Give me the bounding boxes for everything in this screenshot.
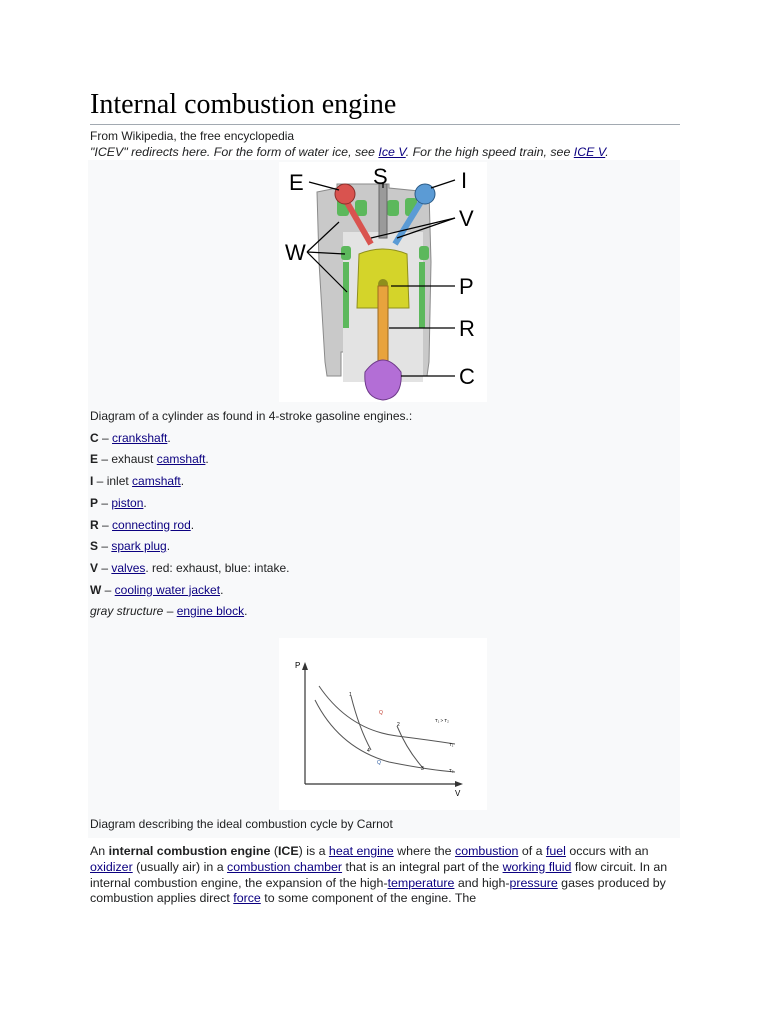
para-text: (usually air) in a	[132, 859, 228, 874]
caption-item-link[interactable]: camshaft	[132, 474, 181, 489]
crankshaft-shape	[365, 360, 401, 400]
connecting-rod-shape	[378, 286, 388, 370]
caption-item-post: .	[166, 539, 171, 554]
caption-item-sep: –	[101, 582, 115, 597]
caption-item-key: C	[90, 430, 99, 445]
point-label-4: 4	[367, 748, 370, 755]
caption-item-sep: –	[98, 452, 112, 467]
carnot-diagram-image	[279, 638, 487, 810]
figure2-caption: Diagram describing the ideal combustion cycle by Carnot	[90, 817, 393, 832]
hatnote-text: .	[605, 145, 609, 159]
lead-paragraph	[90, 844, 678, 907]
hatnote-text: "ICEV" redirects here. For the form of water ice, see	[90, 145, 379, 159]
axis-label-p: P	[295, 661, 301, 671]
caption-post: .	[244, 604, 248, 619]
point-label-3: 3	[421, 766, 424, 773]
link-force[interactable]: force	[233, 891, 261, 906]
caption-item	[90, 428, 680, 450]
label-i: I	[461, 168, 468, 193]
spark-plug-shape	[379, 184, 387, 238]
link-temperature[interactable]: temperature	[387, 875, 455, 890]
para-text: to some component of the engine. The	[260, 891, 477, 906]
water-jacket-shape	[419, 246, 429, 260]
caption-item-link[interactable]: crankshaft	[112, 430, 168, 445]
curve-label-t2: T₂	[449, 768, 454, 774]
water-jacket-shape	[343, 262, 349, 328]
caption-item-key: R	[90, 517, 99, 532]
caption-item-link[interactable]: cooling water jacket	[114, 582, 221, 597]
intake-camshaft-shape	[415, 184, 435, 204]
caption-item	[90, 471, 680, 493]
caption-item-sep: –	[98, 430, 113, 445]
caption-item-post: .	[220, 582, 224, 597]
para-text: (	[270, 844, 278, 859]
link-pressure[interactable]: pressure	[509, 875, 558, 890]
label-w: W	[285, 240, 306, 265]
caption-item-link[interactable]: piston	[111, 495, 144, 510]
article	[90, 88, 680, 907]
caption-item-key: P	[90, 495, 99, 510]
link-ice-v-train[interactable]: ICE V	[573, 145, 606, 159]
caption-item-pre: exhaust	[111, 452, 157, 467]
hatnote	[90, 144, 680, 160]
link-combustion-chamber[interactable]: combustion chamber	[227, 859, 343, 874]
caption-line-gray	[90, 601, 680, 623]
heat-out-label: Q	[377, 760, 381, 767]
label-r: R	[459, 316, 475, 341]
para-text: where the	[393, 844, 456, 859]
para-text: gases produced by combustion applies direct	[90, 875, 666, 906]
adiabat-1	[351, 696, 371, 750]
v-axis-arrow	[455, 781, 463, 787]
caption-item	[90, 515, 680, 537]
caption-item-link[interactable]: spark plug	[111, 539, 167, 554]
caption-sep: –	[163, 604, 177, 619]
caption-item-sep: –	[98, 517, 113, 532]
adiabat-2	[397, 726, 423, 768]
caption-item	[90, 493, 680, 515]
para-text: of a	[518, 844, 546, 859]
cylinder-diagram[interactable]	[279, 162, 487, 402]
label-c: C	[459, 364, 475, 389]
caption-italic: gray structure	[90, 604, 164, 619]
para-text: ) is a	[298, 844, 329, 859]
curve-label-compare: T₁ > T₂	[435, 718, 449, 724]
caption-items	[90, 428, 680, 602]
water-jacket-shape	[341, 246, 351, 260]
caption-item	[90, 449, 680, 471]
caption-item-link[interactable]: camshaft	[156, 452, 206, 467]
carnot-diagram[interactable]	[279, 638, 487, 810]
para-text: flow circuit. In an internal combustion engine, the expansion of the high-	[90, 859, 668, 890]
label-e: E	[289, 170, 304, 195]
caption-intro: Diagram of a cylinder as found in 4-stroke gasoline engines.:	[90, 409, 413, 423]
figure-box	[88, 160, 680, 838]
caption-item	[90, 558, 680, 580]
page-title: Internal combustion engine	[90, 88, 680, 125]
link-working-fluid[interactable]: working fluid	[502, 859, 572, 874]
caption-item-sep: –	[93, 474, 107, 489]
axis-label-v: V	[455, 789, 461, 799]
para-text: An	[90, 844, 109, 859]
caption-item-key: W	[90, 582, 102, 597]
water-jacket-shape	[387, 200, 399, 216]
cylinder-diagram-image	[279, 162, 487, 402]
caption-item-pre: inlet	[106, 474, 133, 489]
caption-item-post: .	[167, 430, 171, 445]
caption-item-post: .	[180, 474, 185, 489]
isotherm-t2	[315, 700, 455, 772]
label-s: S	[373, 164, 388, 189]
caption-item-key: I	[90, 474, 94, 489]
exhaust-camshaft-shape	[335, 184, 355, 204]
link-engine-block[interactable]: engine block	[176, 604, 245, 619]
water-jacket-shape	[419, 262, 425, 328]
leader-line	[309, 182, 339, 190]
figure1-caption	[88, 402, 680, 623]
label-v: V	[459, 206, 474, 231]
para-bold: ICE	[277, 844, 299, 859]
caption-item-link[interactable]: valves	[111, 560, 146, 575]
link-combustion[interactable]: combustion	[455, 844, 519, 859]
curve-label-t1: T₁	[449, 742, 454, 748]
site-subtitle: From Wikipedia, the free encyclopedia	[90, 129, 295, 143]
link-fuel[interactable]: fuel	[545, 844, 566, 859]
caption-item-link[interactable]: connecting rod	[112, 517, 191, 532]
link-heat-engine[interactable]: heat engine	[328, 844, 394, 859]
isotherm-t1	[319, 686, 455, 744]
point-label-2: 2	[397, 722, 400, 729]
link-oxidizer[interactable]: oxidizer	[90, 859, 133, 874]
caption-item-post: .	[190, 517, 195, 532]
caption-item-key: V	[90, 560, 99, 575]
label-p: P	[459, 274, 474, 299]
caption-item-post: .	[143, 495, 147, 510]
caption-item-sep: –	[98, 539, 112, 554]
para-text: and high-	[454, 875, 510, 890]
p-axis-arrow	[302, 662, 308, 670]
para-text: that is an integral part of the	[342, 859, 503, 874]
caption-item	[90, 536, 680, 558]
point-label-1: 1	[349, 692, 352, 699]
heat-in-label: Q	[379, 710, 383, 717]
caption-item	[90, 580, 680, 602]
caption-item-post: .	[205, 452, 209, 467]
caption-item-sep: –	[98, 495, 112, 510]
caption-item-sep: –	[98, 560, 112, 575]
para-bold: internal combustion engine	[108, 844, 271, 859]
para-text: occurs with an	[565, 844, 649, 859]
link-ice-v[interactable]: Ice V	[378, 145, 406, 159]
hatnote-text: . For the high speed train, see	[405, 145, 574, 159]
caption-item-post: . red: exhaust, blue: intake.	[145, 560, 290, 575]
caption-item-key: S	[90, 539, 99, 554]
leader-line	[431, 180, 455, 188]
caption-item-key: E	[90, 452, 99, 467]
